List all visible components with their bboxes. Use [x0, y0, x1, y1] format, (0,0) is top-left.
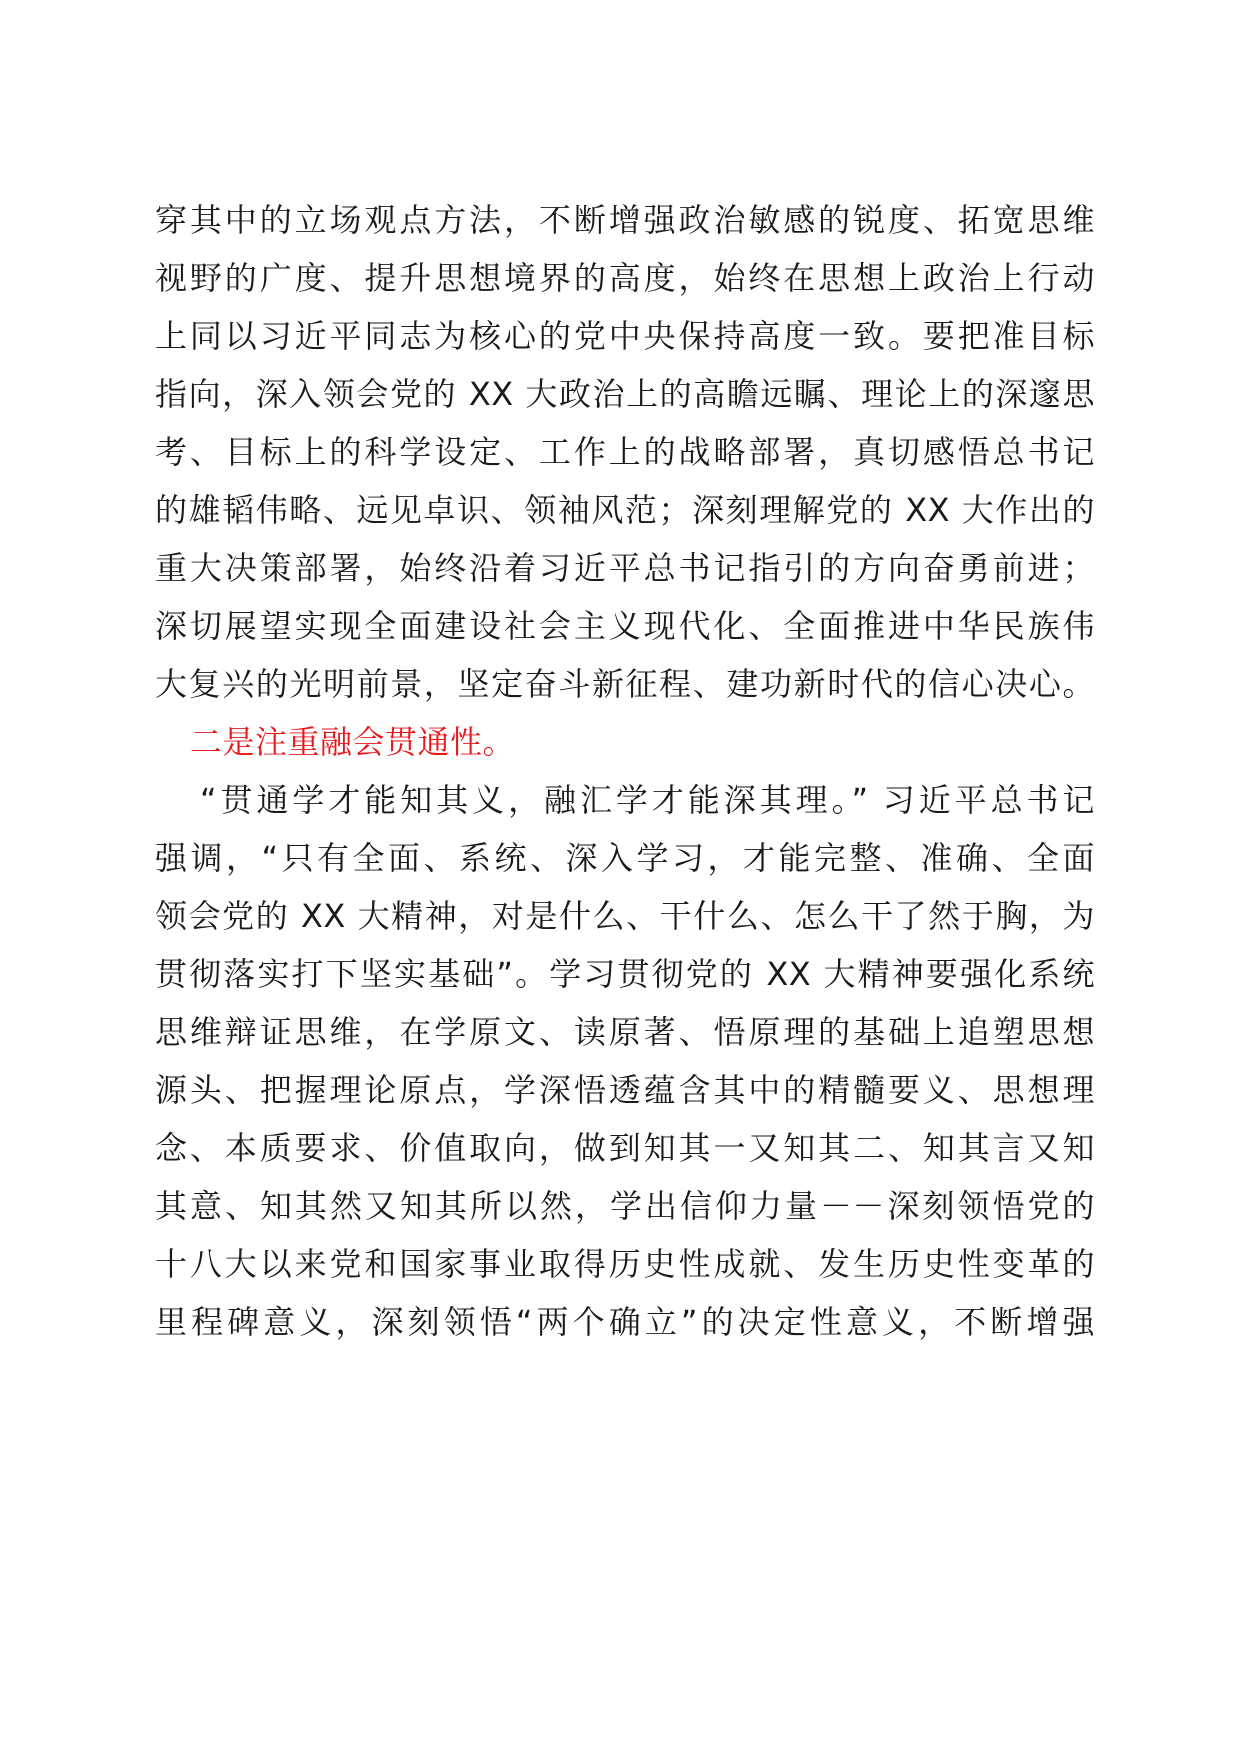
body-line: 深切展望实现全面建设社会主义现代化、全面推进中华民族伟: [155, 607, 1095, 645]
body-line: 强调，“只有全面、系统、深入学习，才能完整、准确、全面: [155, 839, 1095, 877]
section-heading: 二是注重融会贯通性。: [190, 723, 516, 761]
body-line: “贯通学才能知其义，融汇学才能深其理。” 习近平总书记: [200, 781, 1095, 819]
body-line: 源头、把握理论原点，学深悟透蕴含其中的精髓要义、思想理: [155, 1071, 1095, 1109]
body-line: 思维辩证思维，在学原文、读原著、悟原理的基础上追塑思想: [155, 1013, 1095, 1051]
body-line: 上同以习近平同志为核心的党中央保持高度一致。要把准目标: [155, 317, 1095, 355]
body-line: 贯彻落实打下坚实基础”。学习贯彻党的 XX 大精神要强化系统: [155, 955, 1095, 993]
body-line: 念、本质要求、价值取向，做到知其一又知其二、知其言又知: [155, 1129, 1095, 1167]
body-line: 大复兴的光明前景，坚定奋斗新征程、建功新时代的信心决心。: [155, 665, 1095, 703]
body-line: 考、目标上的科学设定、工作上的战略部署，真切感悟总书记: [155, 433, 1095, 471]
body-line: 视野的广度、提升思想境界的高度，始终在思想上政治上行动: [155, 259, 1095, 297]
body-line: 重大决策部署，始终沿着习近平总书记指引的方向奋勇前进；: [155, 549, 1095, 587]
body-line: 十八大以来党和国家事业取得历史性成就、发生历史性变革的: [155, 1245, 1095, 1283]
body-line: 穿其中的立场观点方法，不断增强政治敏感的锐度、拓宽思维: [155, 201, 1095, 239]
body-line: 领会党的 XX 大精神，对是什么、干什么、怎么干了然于胸，为: [155, 897, 1095, 935]
body-line: 里程碑意义，深刻领悟“两个确立”的决定性意义，不断增强: [155, 1303, 1095, 1341]
body-line: 指向，深入领会党的 XX 大政治上的高瞻远瞩、理论上的深邃思: [155, 375, 1095, 413]
body-line: 其意、知其然又知其所以然，学出信仰力量－－深刻领悟党的: [155, 1187, 1095, 1225]
body-line: 的雄韬伟略、远见卓识、领袖风范；深刻理解党的 XX 大作出的: [155, 491, 1095, 529]
